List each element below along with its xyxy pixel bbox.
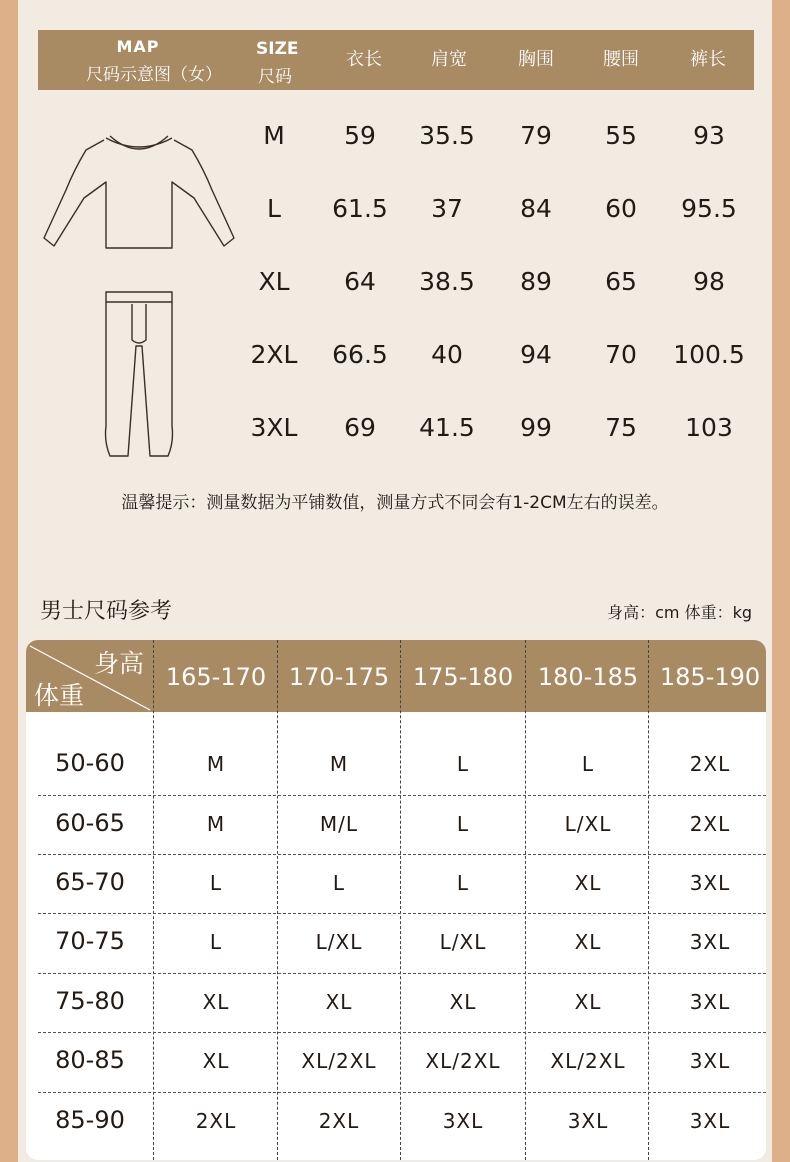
waist-value: 75 bbox=[605, 413, 637, 442]
length-value: 61.5 bbox=[332, 194, 388, 223]
weight-range: 60-65 bbox=[55, 809, 125, 837]
size-cell: L/XL bbox=[439, 930, 487, 954]
size-cell: L/XL bbox=[315, 930, 363, 954]
size-cell: 3XL bbox=[689, 1049, 731, 1073]
shoulder-value: 38.5 bbox=[419, 267, 475, 296]
size-cell: XL/2XL bbox=[301, 1049, 377, 1073]
size-cell: L bbox=[456, 871, 470, 895]
size-cell: XL/2XL bbox=[550, 1049, 626, 1073]
chest-value: 84 bbox=[520, 194, 552, 223]
chest-value: 89 bbox=[520, 267, 552, 296]
size-cell: 3XL bbox=[567, 1109, 609, 1133]
men-size-row bbox=[26, 1031, 766, 1090]
size-label-cn: 尺码 bbox=[258, 67, 292, 87]
shoulder-value: 35.5 bbox=[419, 121, 475, 150]
size-cell: 2XL bbox=[689, 812, 731, 836]
women-table-header bbox=[38, 30, 754, 90]
chest-value: 94 bbox=[520, 340, 552, 369]
size-cell: M/L bbox=[319, 812, 359, 836]
column-header-pants-length: 裤长 bbox=[690, 49, 726, 70]
men-size-table bbox=[26, 640, 766, 1160]
size-chart-panel bbox=[18, 0, 772, 1162]
size-label: 3XL bbox=[250, 413, 298, 442]
size-cell: XL bbox=[574, 871, 602, 895]
pants-length-value: 93 bbox=[693, 121, 725, 150]
length-value: 64 bbox=[344, 267, 376, 296]
height-column-header: 165-170 bbox=[165, 663, 267, 691]
men-size-row bbox=[26, 912, 766, 971]
men-size-row bbox=[26, 734, 766, 793]
chest-value: 99 bbox=[520, 413, 552, 442]
size-cell: M bbox=[206, 812, 226, 836]
height-column-header: 185-190 bbox=[659, 663, 761, 691]
pants-length-value: 100.5 bbox=[673, 340, 745, 369]
size-cell: L bbox=[456, 752, 470, 776]
length-value: 66.5 bbox=[332, 340, 388, 369]
size-cell: XL bbox=[574, 930, 602, 954]
size-cell: XL bbox=[202, 1049, 230, 1073]
men-size-units: 身高：cm 体重：kg bbox=[607, 603, 752, 622]
size-cell: L bbox=[332, 871, 346, 895]
size-cell: XL bbox=[325, 990, 353, 1014]
size-cell: XL/2XL bbox=[425, 1049, 501, 1073]
pants-length-value: 103 bbox=[685, 413, 733, 442]
length-value: 59 bbox=[344, 121, 376, 150]
map-label-en: MAP bbox=[116, 37, 160, 56]
men-table-header bbox=[26, 640, 766, 712]
size-label: M bbox=[263, 121, 285, 150]
waist-value: 55 bbox=[605, 121, 637, 150]
weight-range: 75-80 bbox=[55, 987, 125, 1015]
size-label: L bbox=[267, 194, 281, 223]
women-size-row bbox=[18, 257, 772, 307]
men-size-title: 男士尺码参考 bbox=[40, 599, 173, 624]
size-label: 2XL bbox=[250, 340, 298, 369]
waist-value: 60 bbox=[605, 194, 637, 223]
weight-range: 65-70 bbox=[55, 868, 125, 896]
column-header-shoulder: 肩宽 bbox=[431, 49, 467, 70]
size-cell: 2XL bbox=[318, 1109, 360, 1133]
size-cell: XL bbox=[574, 990, 602, 1014]
men-size-row bbox=[26, 794, 766, 853]
size-cell: 3XL bbox=[689, 871, 731, 895]
height-column-header: 175-180 bbox=[412, 663, 514, 691]
map-label-cn: 尺码示意图（女） bbox=[86, 65, 222, 85]
weight-range: 80-85 bbox=[55, 1046, 125, 1074]
shoulder-value: 37 bbox=[431, 194, 463, 223]
size-cell: XL bbox=[449, 990, 477, 1014]
size-cell: XL bbox=[202, 990, 230, 1014]
size-cell: 2XL bbox=[689, 752, 731, 776]
waist-value: 70 bbox=[605, 340, 637, 369]
length-value: 69 bbox=[344, 413, 376, 442]
size-cell: L bbox=[209, 930, 223, 954]
pants-length-value: 98 bbox=[693, 267, 725, 296]
size-label-en: SIZE bbox=[256, 39, 299, 59]
shoulder-value: 41.5 bbox=[419, 413, 475, 442]
men-size-row bbox=[26, 972, 766, 1031]
women-size-row bbox=[18, 184, 772, 234]
size-cell: L bbox=[456, 812, 470, 836]
chest-value: 79 bbox=[520, 121, 552, 150]
weight-range: 70-75 bbox=[55, 927, 125, 955]
height-column-header: 180-185 bbox=[537, 663, 639, 691]
size-cell: L bbox=[209, 871, 223, 895]
women-size-row bbox=[18, 403, 772, 453]
women-size-row bbox=[18, 111, 772, 161]
size-cell: 3XL bbox=[689, 990, 731, 1014]
men-size-row bbox=[26, 853, 766, 912]
size-cell: L bbox=[581, 752, 595, 776]
column-header-length: 衣长 bbox=[346, 49, 382, 70]
size-cell: L/XL bbox=[564, 812, 612, 836]
pants-length-value: 95.5 bbox=[681, 194, 737, 223]
corner-height-label: 身高 bbox=[94, 649, 145, 678]
men-size-row bbox=[26, 1091, 766, 1150]
size-cell: 3XL bbox=[689, 1109, 731, 1133]
measurement-tip: 温馨提示：测量数据为平铺数值，测量方式不同会有1-2CM左右的误差。 bbox=[121, 493, 669, 513]
column-header-chest: 胸围 bbox=[518, 49, 554, 70]
size-cell: M bbox=[329, 752, 349, 776]
shoulder-value: 40 bbox=[431, 340, 463, 369]
size-cell: 2XL bbox=[195, 1109, 237, 1133]
weight-range: 50-60 bbox=[55, 749, 125, 777]
waist-value: 65 bbox=[605, 267, 637, 296]
corner-weight-label: 体重 bbox=[34, 681, 85, 710]
weight-range: 85-90 bbox=[55, 1106, 125, 1134]
size-cell: 3XL bbox=[442, 1109, 484, 1133]
size-cell: 3XL bbox=[689, 930, 731, 954]
column-header-waist: 腰围 bbox=[603, 49, 639, 70]
size-cell: M bbox=[206, 752, 226, 776]
height-column-header: 170-175 bbox=[288, 663, 390, 691]
women-size-row bbox=[18, 330, 772, 380]
size-label: XL bbox=[258, 267, 290, 296]
